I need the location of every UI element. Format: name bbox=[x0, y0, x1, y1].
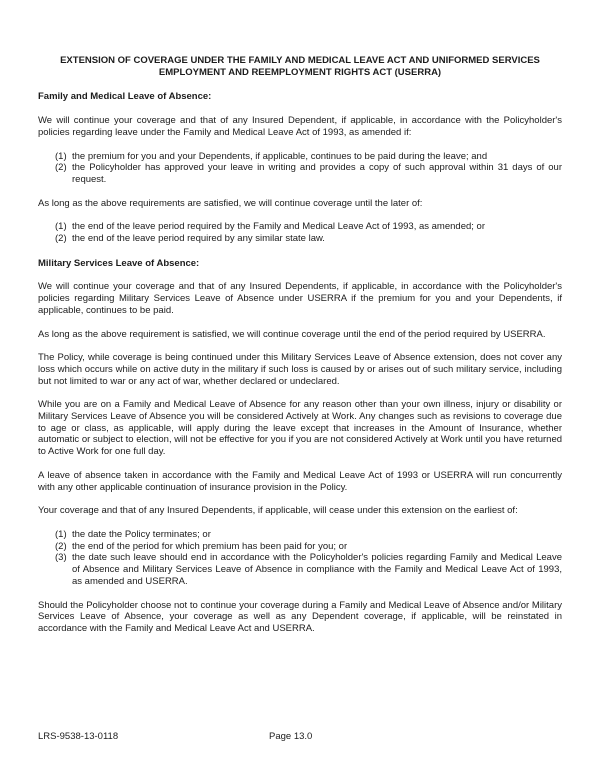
list-item-text: the premium for you and your Dependents, if applicable, continues to be paid during the leave; and bbox=[72, 150, 488, 162]
paragraph-actively-at-work: While you are on a Family and Medical Leave of Absence for any reason other than your own illness, injury or disability or Military Services Leave of Absence you will be considered Actively at Work. Any changes such as revisions to coverage due to age or class, as applicable, will apply during the leave except that increases in the Amount of Insurance, whether automatic or subject to election, will not be effective for you if you are not considered Actively at Work until you have returned to Active Work for one full day. bbox=[38, 399, 563, 458]
paragraph-military-2: As long as the above requirement is satisfied, we will continue coverage until the end of the period required by USERRA. bbox=[38, 328, 546, 340]
list-item bbox=[55, 529, 562, 541]
list-item bbox=[55, 552, 562, 587]
document-content bbox=[38, 55, 562, 635]
list-item-number: (3) bbox=[55, 552, 67, 564]
paragraph-military-3: The Policy, while coverage is being continued under this Military Services Leave of Absence extension, does not cover any loss which occurs while on active duty in the military if such loss is caused by or arises out of such military service, including but not limited to war or any act of war, whether declared or undeclared. bbox=[38, 352, 562, 387]
list-item-number: (2) bbox=[55, 540, 67, 552]
list-item bbox=[55, 221, 562, 233]
paragraph-military-1: We will continue your coverage and that of any Insured Dependents, if applicable, in accordance with the Policyholder's policies regarding Military Services Leave of Absence under USERRA if the premium for you and your Dependents, if applicable, continues to be paid. bbox=[38, 281, 562, 316]
page-footer bbox=[0, 731, 600, 745]
paragraph-closing: Should the Policyholder choose not to continue your coverage during a Family and Medical Leave of Absence and/or Military Services Leave of Absence, your coverage as well as any Dependent coverage, if applicable, will be reinstated in accordance with the Family and Medical Leave Act and USERRA. bbox=[38, 599, 562, 634]
list-item-text: the end of the leave period required by the Family and Medical Leave Act of 1993, as amended; or bbox=[72, 221, 485, 233]
footer-form-number: LRS-9538-13-0118 bbox=[38, 731, 119, 742]
list-item-text: the end of the period for which premium has been paid for you; or bbox=[72, 540, 348, 552]
list-item-number: (1) bbox=[55, 528, 67, 540]
list-item bbox=[55, 151, 562, 163]
list-cease-conditions bbox=[38, 529, 562, 588]
list-item-number: (1) bbox=[55, 221, 67, 233]
section-heading-military: Military Services Leave of Absence: bbox=[38, 257, 200, 269]
list-item bbox=[55, 541, 562, 553]
paragraph-fmla-intro: We will continue your coverage and that of any Insured Dependent, if applicable, in accordance with the Policyholder's policies regarding leave under the Family and Medical Leave Act of 1993, as amended if: bbox=[38, 115, 562, 138]
list-item-text: the Policyholder has approved your leave in writing and provides a copy of such approval within 31 days of our request. bbox=[72, 162, 562, 185]
paragraph-fmla-later-of-intro: As long as the above requirements are satisfied, we will continue coverage until the later of: bbox=[38, 197, 423, 209]
list-item-number: (1) bbox=[55, 150, 67, 162]
document-title-line-2: EMPLOYMENT AND REEMPLOYMENT RIGHTS ACT (USERRA) bbox=[158, 66, 442, 78]
document-title-line-1: EXTENSION OF COVERAGE UNDER THE FAMILY AND MEDICAL LEAVE ACT AND UNIFORMED SERVICES bbox=[60, 55, 540, 66]
list-item bbox=[55, 233, 562, 245]
list-item bbox=[55, 162, 562, 185]
list-item-text: the date the Policy terminates; or bbox=[72, 528, 211, 540]
list-item-number: (2) bbox=[55, 162, 67, 174]
list-item-text: the date such leave should end in accordance with the Policyholder's policies regarding Family and Medical Leave of Absence and Military Services Leave of Absence in compliance with the Family and Medical Leave Act of 1993, as amended and USERRA. bbox=[72, 552, 562, 587]
section-heading-fmla: Family and Medical Leave of Absence: bbox=[38, 91, 212, 103]
list-item-number: (2) bbox=[55, 233, 67, 245]
list-fmla-later-of bbox=[38, 221, 562, 244]
paragraph-concurrent-leave: A leave of absence taken in accordance with the Family and Medical Leave Act of 1993 or USERRA will run concurrently with any other applicable continuation of insurance provision in the Policy. bbox=[38, 469, 562, 493]
list-item-text: the end of the leave period required by any similar state law. bbox=[72, 233, 325, 245]
paragraph-cease-intro: Your coverage and that of any Insured Dependents, if applicable, will cease under this extension on the earliest of: bbox=[38, 505, 518, 517]
list-fmla-conditions bbox=[38, 151, 562, 186]
footer-page-number: Page 13.0 bbox=[269, 731, 313, 742]
document-title bbox=[38, 55, 562, 78]
